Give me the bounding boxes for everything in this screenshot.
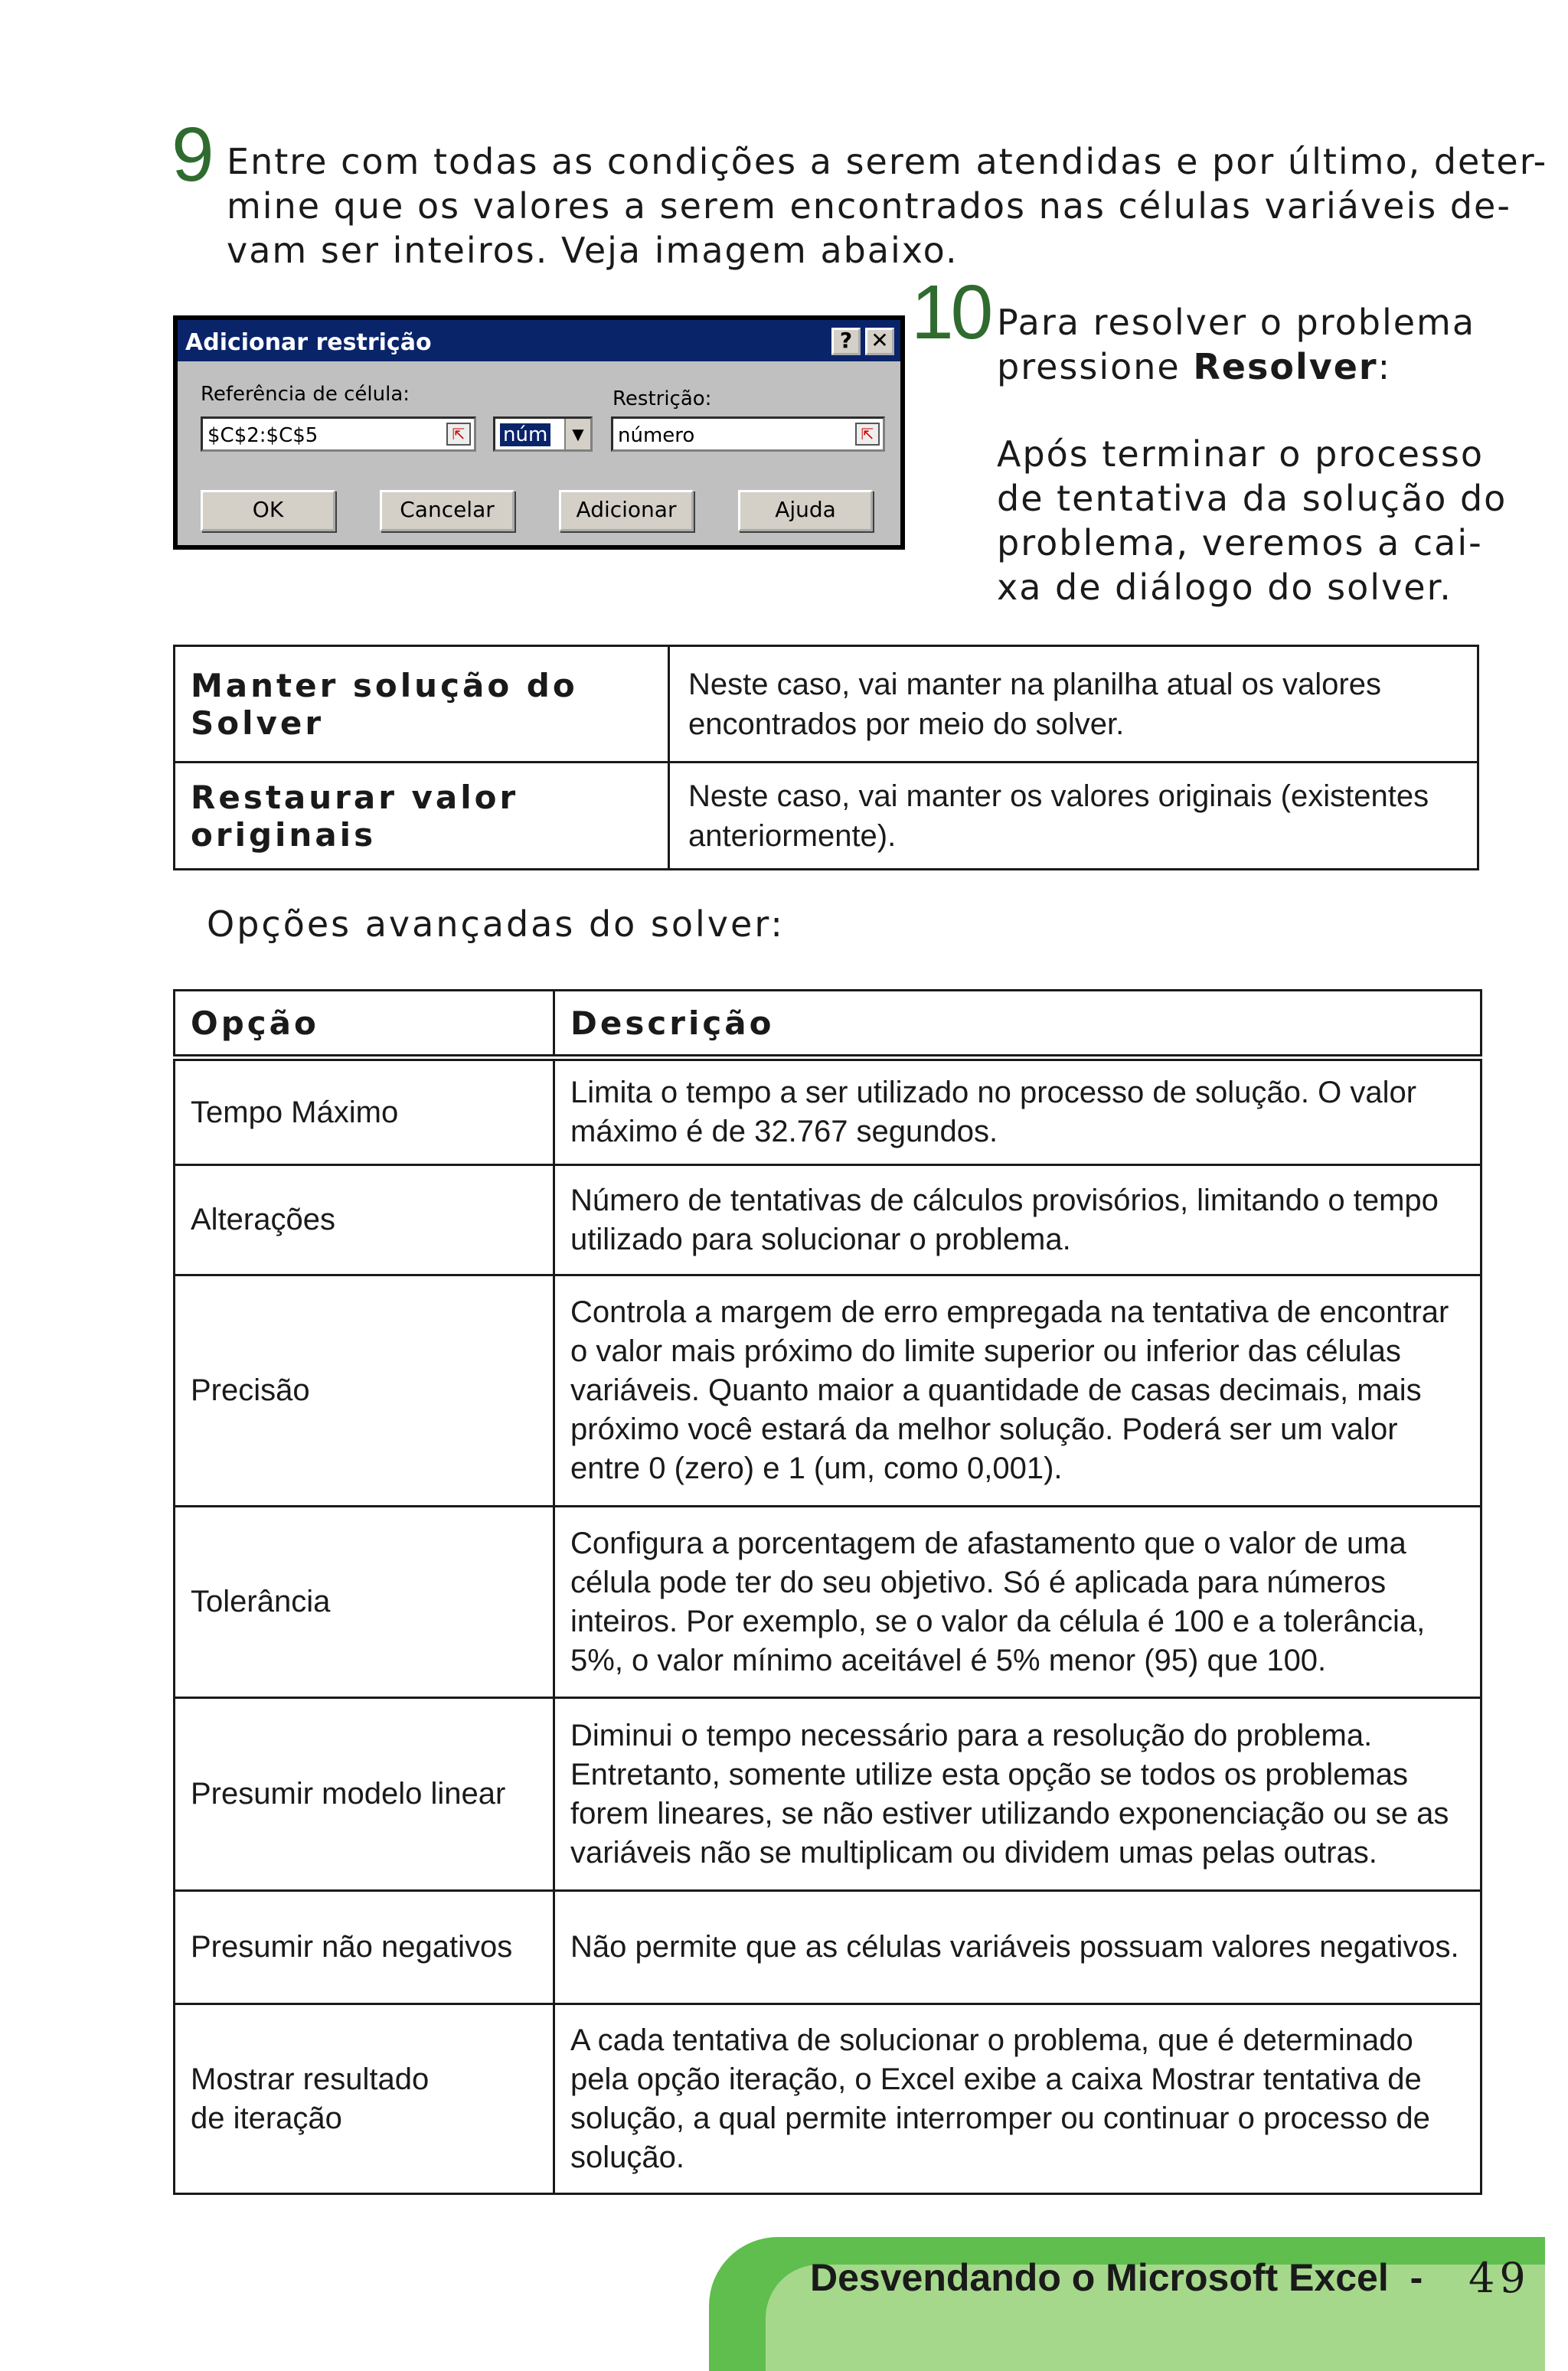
constraint-value: número [618, 424, 695, 447]
option-description: Diminui o tempo necessário para a resolução do problema. Entretanto, somente utilize esta opção se todos os problemas forem lineares, se não estiver utilizando exponenciação ou se as variáveis não se multiplicam ou dividem umas pelas outras. [554, 1698, 1481, 1891]
option-description: A cada tentativa de solucionar o problema, que é determinado pela opção iteração, o Excel exibe a caixa Mostrar tentativa de solução, a qual permite interromper ou continuar o processo de solução. [554, 2004, 1481, 2194]
footer-separator: - [1410, 2256, 1423, 2299]
resolver-keyword: Resolver [1193, 346, 1378, 387]
table-row [175, 2004, 1481, 2194]
footer-title: Desvendando o Microsoft Excel - [810, 2256, 1423, 2299]
collapse-dialog-icon[interactable]: ⇱ [855, 423, 880, 446]
ok-button[interactable]: OK [201, 490, 335, 531]
step-10-line-2: pressione Resolver: [997, 346, 1392, 387]
table-row [175, 1698, 1481, 1891]
cell-ref-value: $C$2:$C$5 [207, 424, 318, 447]
constraint-label: Restrição: [612, 387, 712, 410]
step-10-paragraph: Após terminar o processo de tentativa da solução do problema, veremos a cai- xa de diálogo do solver. [997, 433, 1508, 608]
table-row [175, 1165, 1481, 1275]
cancel-button[interactable]: Cancelar [380, 490, 514, 531]
option-description: Controla a margem de erro empregada na tentativa de encontrar o valor mais próximo do limite superior ou inferior das células variáveis. Quanto maior a quantidade de casas decimais, mais próximo você estará da melhor solução. Poderá ser um valor entre 0 (zero) e 1 (um, como 0,001). [554, 1275, 1481, 1507]
option-name: Presumir não negativos [175, 1891, 554, 2004]
table-row [175, 1275, 1481, 1507]
add-button[interactable]: Adicionar [559, 490, 694, 531]
option-name: Mostrar resultado de iteração [175, 2004, 554, 2194]
collapse-dialog-icon[interactable]: ⇱ [446, 423, 471, 446]
dialog-title: Adicionar restrição [185, 329, 432, 356]
step-9-line-1: Entre com todas as condições a serem atendidas e por último, deter- [227, 141, 1548, 182]
help-button[interactable]: Ajuda [738, 490, 873, 531]
option-name: Tempo Máximo [175, 1058, 554, 1165]
table-row [175, 763, 1478, 870]
step-10-number: 10 [911, 269, 991, 355]
add-constraint-dialog [173, 315, 905, 550]
header-option: Opção [175, 991, 554, 1058]
step-9-line-3: vam ser inteiros. Veja imagem abaixo. [227, 230, 959, 271]
table-header-row [175, 991, 1481, 1058]
option-description: Configura a porcentagem de afastamento que o valor de uma célula pode ter do seu objetivo. Só é aplicada para números inteiros. Por exemplo, se o valor da célula é 100 e a tolerância, 5%, o valor mínimo aceitável é 5% menor (95) que 100. [554, 1507, 1481, 1698]
result-option-label: Restaurar valor originais [175, 763, 669, 870]
step-9-number: 9 [172, 112, 211, 198]
help-icon[interactable]: ? [831, 328, 861, 355]
option-name: Tolerância [175, 1507, 554, 1698]
cell-ref-label: Referência de célula: [201, 383, 410, 406]
result-option-description: Neste caso, vai manter na planilha atual os valores encontrados por meio do solver. [669, 646, 1478, 763]
option-description: Não permite que as células variáveis possuam valores negativos. [554, 1891, 1481, 2004]
table-row [175, 646, 1478, 763]
table-row [175, 1058, 1481, 1165]
step-10-text [997, 300, 1475, 389]
option-name: Precisão [175, 1275, 554, 1507]
chevron-down-icon[interactable]: ▼ [564, 419, 590, 449]
option-name: Alterações [175, 1165, 554, 1275]
advanced-options-table [173, 989, 1482, 2195]
step-9-line-2: mine que os valores a serem encontrados nas células variáveis de- [227, 185, 1511, 227]
constraint-input[interactable] [611, 416, 885, 452]
step-10-line-1: Para resolver o problema [997, 302, 1476, 343]
dialog-titlebar [178, 320, 900, 361]
table-row [175, 1891, 1481, 2004]
page-number: 49 [1468, 2254, 1530, 2302]
option-description: Limita o tempo a ser utilizado no processo de solução. O valor máximo é de 32.767 segundos. [554, 1058, 1481, 1165]
cell-ref-input[interactable] [201, 416, 476, 452]
result-option-description: Neste caso, vai manter os valores originais (existentes anteriormente). [669, 763, 1478, 870]
table-row [175, 1507, 1481, 1698]
option-description: Número de tentativas de cálculos provisórios, limitando o tempo utilizado para solucionar o problema. [554, 1165, 1481, 1275]
step-9-text [227, 139, 1547, 273]
operator-select[interactable] [493, 416, 593, 452]
close-icon[interactable]: ✕ [865, 328, 894, 355]
result-option-label: Manter solução do Solver [175, 646, 669, 763]
option-name: Presumir modelo linear [175, 1698, 554, 1891]
operator-value: núm [500, 423, 550, 446]
header-description: Descrição [554, 991, 1481, 1058]
solver-result-table [173, 645, 1479, 870]
advanced-options-title: Opções avançadas do solver: [207, 903, 785, 945]
